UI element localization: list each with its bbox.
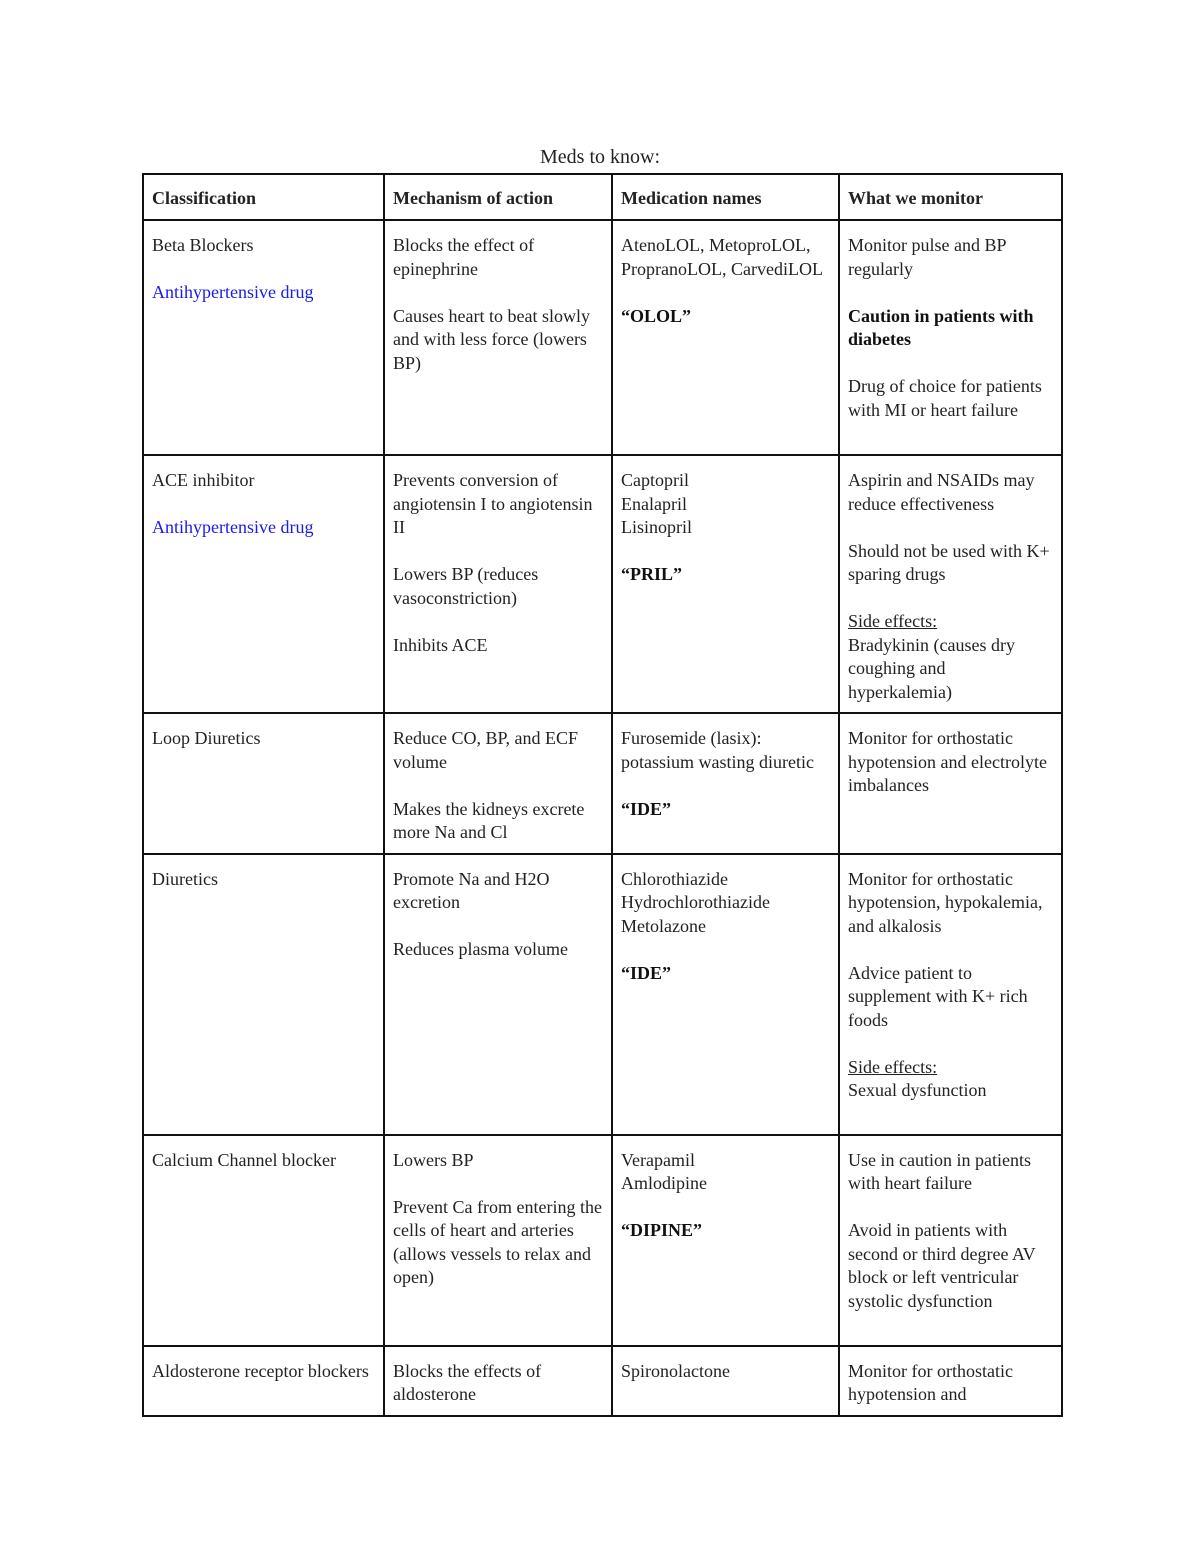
- table-row: [143, 713, 1062, 854]
- mechanism-cell: [384, 713, 612, 854]
- monitor-text: Use in caution in patients with heart failure: [848, 1149, 1031, 1193]
- classification-cell: [143, 1346, 384, 1416]
- caution-text: Caution in patients with diabetes: [848, 305, 1034, 349]
- monitor-text: Monitor for orthostatic hypotension, hypokalemia, and alkalosis: [848, 868, 1043, 936]
- medication-names: AtenoLOL, MetoproLOL, PropranoLOL, CarvediLOL: [621, 235, 823, 279]
- mechanism-cell: [384, 220, 612, 455]
- mechanism-text: Prevents conversion of angiotensin I to angiotensin II: [393, 470, 593, 537]
- mechanism-text: Lowers BP: [393, 1149, 474, 1170]
- medication-name: Captopril: [621, 470, 689, 490]
- monitor-text: Drug of choice for patients with MI or heart failure: [848, 376, 1042, 420]
- name-suffix: “IDE”: [621, 798, 672, 819]
- medication-name: Hydrochlorothiazide: [621, 892, 770, 912]
- mechanism-text: Inhibits ACE: [393, 634, 488, 655]
- monitor-cell: [839, 220, 1062, 455]
- monitor-cell: [839, 713, 1062, 854]
- monitor-cell: [839, 1135, 1062, 1346]
- classification-name: Loop Diuretics: [152, 728, 261, 748]
- side-effects-text: Bradykinin (causes dry coughing and hyperkalemia): [848, 634, 1015, 702]
- medication-names-cell: [612, 1135, 839, 1346]
- table-row: [143, 1135, 1062, 1346]
- medication-name: Lisinopril: [621, 517, 692, 537]
- classification-name: Beta Blockers: [152, 235, 254, 255]
- monitor-text: Avoid in patients with second or third degree AV block or left ventricular systolic dysfunction: [848, 1220, 1036, 1311]
- table-row: [143, 854, 1062, 1135]
- monitor-text: Monitor for orthostatic hypotension and electrolyte imbalances: [848, 728, 1047, 795]
- name-suffix: “PRIL”: [621, 564, 683, 584]
- medication-name: Verapamil: [621, 1149, 695, 1170]
- meds-table: [142, 173, 1063, 1417]
- medication-name: Metolazone: [621, 915, 706, 936]
- side-effects-label: Side effects:: [848, 1056, 938, 1077]
- mechanism-text: Reduces plasma volume: [393, 939, 568, 959]
- mechanism-text: Promote Na and H2O excretion: [393, 868, 550, 912]
- name-suffix: “OLOL”: [621, 305, 692, 326]
- medication-names-cell: [612, 1346, 839, 1416]
- monitor-text: Advice patient to supplement with K+ rich foods: [848, 962, 1028, 1030]
- monitor-cell: [839, 854, 1062, 1135]
- mechanism-cell: [384, 455, 612, 713]
- mechanism-text: Causes heart to beat slowly and with less force (lowers BP): [393, 305, 590, 373]
- medication-names: Furosemide (lasix): potassium wasting diuretic: [621, 728, 814, 772]
- table-row: [143, 455, 1062, 713]
- mechanism-text: Reduce CO, BP, and ECF volume: [393, 728, 579, 772]
- classification-cell: [143, 713, 384, 854]
- classification-cell: [143, 220, 384, 455]
- monitor-text: Monitor pulse and BP regularly: [848, 235, 1006, 279]
- classification-cell: [143, 1135, 384, 1346]
- name-suffix: “DIPINE”: [621, 1220, 703, 1240]
- classification-cell: [143, 854, 384, 1135]
- monitor-text: Aspirin and NSAIDs may reduce effectiveness: [848, 470, 1035, 514]
- classification-cell: [143, 455, 384, 713]
- monitor-text: Monitor for orthostatic hypotension and: [848, 1360, 1013, 1404]
- table-header-row: [143, 174, 1062, 220]
- monitor-cell: [839, 1346, 1062, 1416]
- mechanism-cell: [384, 1135, 612, 1346]
- mechanism-text: Lowers BP (reduces vasoconstriction): [393, 564, 539, 608]
- mechanism-cell: [384, 854, 612, 1135]
- medication-name: Amlodipine: [621, 1173, 707, 1193]
- page-title: Meds to know:: [540, 146, 660, 168]
- mechanism-text: Makes the kidneys excrete more Na and Cl: [393, 798, 585, 842]
- name-suffix: “IDE”: [621, 962, 672, 983]
- monitor-text: Should not be used with K+ sparing drugs: [848, 540, 1050, 584]
- mechanism-text: Blocks the effect of epinephrine: [393, 235, 535, 279]
- header-medication-names: Medication names: [612, 174, 839, 220]
- classification-name: Aldosterone receptor blockers: [152, 1360, 369, 1381]
- monitor-cell: [839, 455, 1062, 713]
- mechanism-text: Prevent Ca from entering the cells of heart and arteries (allows vessels to relax and open): [393, 1196, 602, 1287]
- table-row: [143, 220, 1062, 455]
- side-effects-label: Side effects:: [848, 611, 938, 631]
- classification-subtitle: Antihypertensive drug: [152, 517, 314, 537]
- medication-names-cell: [612, 854, 839, 1135]
- header-what-we-monitor: What we monitor: [839, 174, 1062, 220]
- medication-name: Enalapril: [621, 493, 687, 514]
- side-effects-text: Sexual dysfunction: [848, 1080, 987, 1100]
- medication-names-cell: [612, 713, 839, 854]
- classification-name: Diuretics: [152, 868, 218, 889]
- medication-names-cell: [612, 455, 839, 713]
- medication-names-cell: [612, 220, 839, 455]
- medication-names: Spironolactone: [621, 1360, 730, 1381]
- classification-name: Calcium Channel blocker: [152, 1149, 336, 1170]
- table-row: [143, 1346, 1062, 1416]
- classification-name: ACE inhibitor: [152, 470, 255, 490]
- header-classification: Classification: [143, 174, 384, 220]
- mechanism-text: Blocks the effects of aldosterone: [393, 1360, 542, 1404]
- classification-subtitle: Antihypertensive drug: [152, 282, 314, 302]
- mechanism-cell: [384, 1346, 612, 1416]
- medication-name: Chlorothiazide: [621, 868, 728, 889]
- header-mechanism: Mechanism of action: [384, 174, 612, 220]
